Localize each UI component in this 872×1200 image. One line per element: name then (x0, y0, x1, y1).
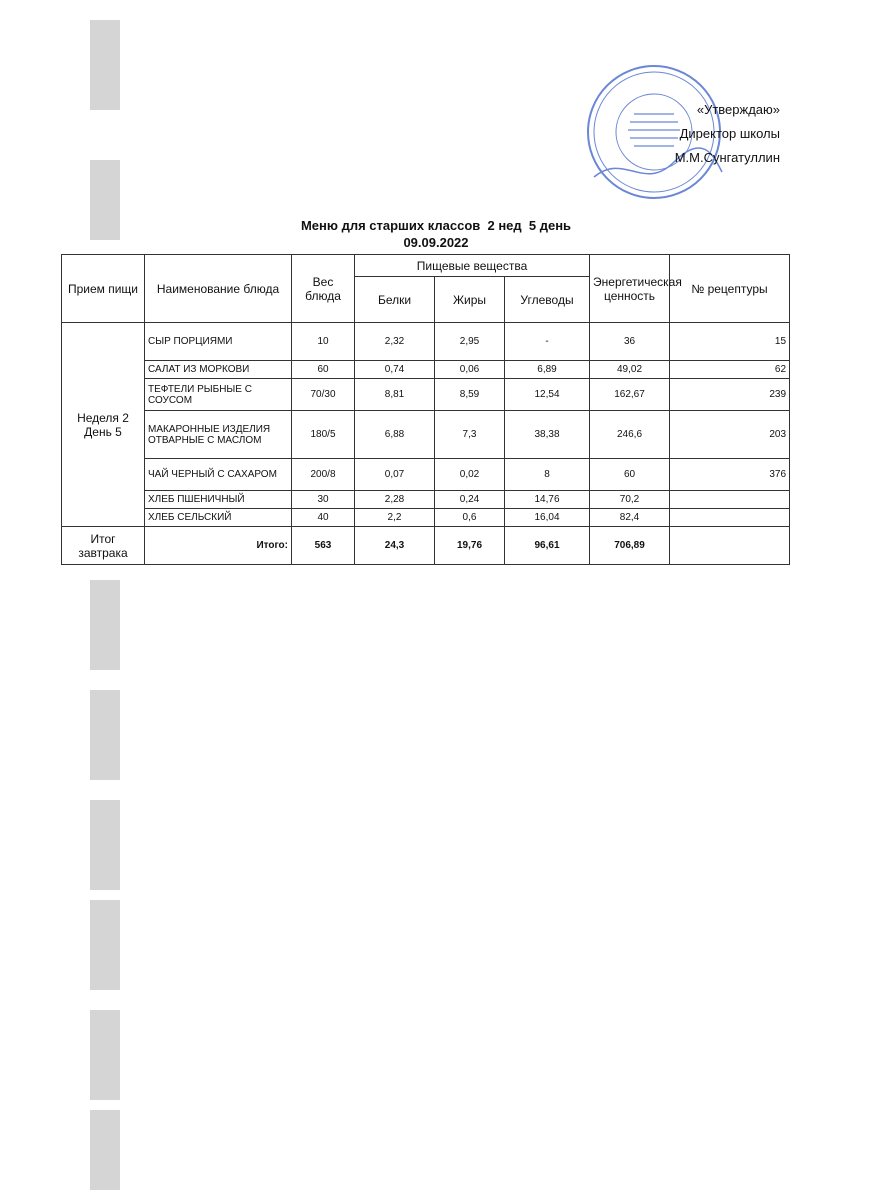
dish-fats: 0,02 (435, 459, 505, 491)
dish-recipe: 15 (670, 323, 790, 361)
header-carbs: Углеводы (505, 277, 590, 323)
scan-noise (90, 580, 120, 670)
menu-table (61, 254, 790, 565)
dish-name: ТЕФТЕЛИ РЫБНЫЕ С СОУСОМ (145, 379, 292, 411)
header-fats: Жиры (435, 277, 505, 323)
dish-carbs: 12,54 (505, 379, 590, 411)
scan-noise (90, 690, 120, 780)
approval-line: «Утверждаю» (696, 102, 780, 117)
header-weight: Вес блюда (292, 255, 355, 323)
total-fats: 19,76 (435, 527, 505, 565)
dish-energy: 82,4 (590, 509, 670, 527)
dish-name: ХЛЕБ ПШЕНИЧНЫЙ (145, 491, 292, 509)
header-dish: Наименование блюда (145, 255, 292, 323)
dish-proteins: 0,07 (355, 459, 435, 491)
dish-weight: 70/30 (292, 379, 355, 411)
scan-noise (90, 20, 120, 110)
dish-recipe: 239 (670, 379, 790, 411)
dish-name: САЛАТ ИЗ МОРКОВИ (145, 361, 292, 379)
dish-weight: 40 (292, 509, 355, 527)
scan-noise (90, 1010, 120, 1100)
dish-carbs: 16,04 (505, 509, 590, 527)
dish-energy: 70,2 (590, 491, 670, 509)
dish-proteins: 2,2 (355, 509, 435, 527)
dish-proteins: 2,32 (355, 323, 435, 361)
dish-proteins: 2,28 (355, 491, 435, 509)
header-energy: Энергетическая ценность (590, 255, 670, 323)
dish-weight: 10 (292, 323, 355, 361)
dish-carbs: - (505, 323, 590, 361)
scan-noise (90, 1110, 120, 1190)
dish-recipe (670, 491, 790, 509)
dish-name: МАКАРОННЫЕ ИЗДЕЛИЯ ОТВАРНЫЕ С МАСЛОМ (145, 411, 292, 459)
approval-position: Директор школы (679, 126, 780, 141)
dish-energy: 49,02 (590, 361, 670, 379)
dish-proteins: 8,81 (355, 379, 435, 411)
approval-block (640, 98, 780, 170)
total-energy: 706,89 (590, 527, 670, 565)
menu-title-line: Меню для старших классов 2 нед 5 день (300, 218, 572, 233)
dish-name: ХЛЕБ СЕЛЬСКИЙ (145, 509, 292, 527)
scan-noise (90, 800, 120, 890)
header-recipe: № рецептуры (670, 255, 790, 323)
dish-proteins: 6,88 (355, 411, 435, 459)
dish-fats: 0,6 (435, 509, 505, 527)
dish-energy: 60 (590, 459, 670, 491)
menu-date: 09.09.2022 (403, 235, 469, 250)
dish-recipe (670, 509, 790, 527)
total-meal-label: Итог завтрака (62, 527, 145, 565)
scan-noise (90, 900, 120, 990)
total-recipe (670, 527, 790, 565)
dish-fats: 0,06 (435, 361, 505, 379)
dish-weight: 60 (292, 361, 355, 379)
dish-carbs: 8 (505, 459, 590, 491)
total-proteins: 24,3 (355, 527, 435, 565)
dish-weight: 30 (292, 491, 355, 509)
dish-recipe: 203 (670, 411, 790, 459)
dish-recipe: 62 (670, 361, 790, 379)
dish-fats: 0,24 (435, 491, 505, 509)
dish-weight: 180/5 (292, 411, 355, 459)
total-label: Итого: (145, 527, 292, 565)
meal-label: Неделя 2 День 5 (62, 323, 145, 527)
header-nutrients: Пищевые вещества (355, 255, 590, 277)
header-proteins: Белки (355, 277, 435, 323)
dish-fats: 8,59 (435, 379, 505, 411)
dish-energy: 36 (590, 323, 670, 361)
dish-name: СЫР ПОРЦИЯМИ (145, 323, 292, 361)
total-carbs: 96,61 (505, 527, 590, 565)
total-weight: 563 (292, 527, 355, 565)
dish-energy: 246,6 (590, 411, 670, 459)
dish-weight: 200/8 (292, 459, 355, 491)
dish-fats: 7,3 (435, 411, 505, 459)
approval-name: М.М.Сунгатуллин (674, 150, 780, 165)
dish-proteins: 0,74 (355, 361, 435, 379)
menu-title (0, 217, 872, 251)
dish-carbs: 38,38 (505, 411, 590, 459)
dish-carbs: 14,76 (505, 491, 590, 509)
dish-carbs: 6,89 (505, 361, 590, 379)
dish-energy: 162,67 (590, 379, 670, 411)
dish-name: ЧАЙ ЧЕРНЫЙ С САХАРОМ (145, 459, 292, 491)
dish-recipe: 376 (670, 459, 790, 491)
header-meal: Прием пищи (62, 255, 145, 323)
dish-fats: 2,95 (435, 323, 505, 361)
